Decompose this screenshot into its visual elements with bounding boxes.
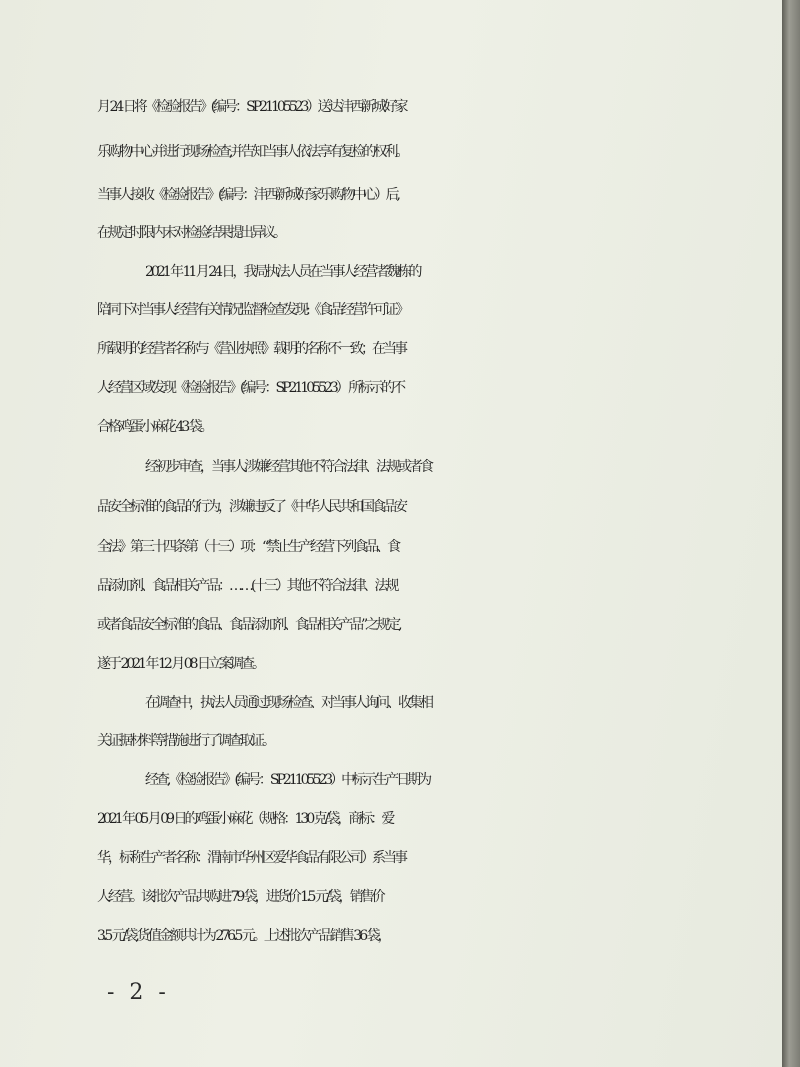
text-line: 关证据材料等措施进行了调查取证。 bbox=[97, 733, 273, 749]
text-line: 人经营区域发现《检验报告》(编号：SP21105523） 所标示的不 bbox=[97, 380, 404, 396]
page-number: - 2 - bbox=[107, 980, 170, 1005]
text-line: 品安全标准的食品的行为，涉嫌违反了《中华人民共和国食品安 bbox=[97, 499, 405, 515]
page-edge-shadow bbox=[782, 0, 800, 1067]
text-line: 在调查中，执法人员通过现场检查、对当事人询问、收集相 bbox=[145, 695, 431, 711]
text-line: 月 24 日将《检验报告》(编号：SP21105523）送达沣西新城好家 bbox=[97, 99, 406, 115]
text-line: 在规定时限内未对检验结果提出异议。 bbox=[97, 225, 284, 241]
text-line: 2021 年 05 月 09 日的鸡蛋小麻花（规格：130 克/袋，商标：爱 bbox=[97, 811, 393, 827]
text-line: 经初步审查，当事人涉嫌经营其他不符合法律、法规或者食 bbox=[145, 459, 431, 475]
text-line: 人经营。该批次产品共购进 79 袋，进货价 1.5 元/袋，销售价 bbox=[97, 889, 383, 905]
text-line: 遂于 2021 年 12 月 08 日立案调查。 bbox=[97, 656, 263, 672]
text-line: 品添加剂、食品相关产品：……(十三）其他不符合法律、法规 bbox=[97, 578, 397, 594]
text-line: 所载明的经营者名称与《营业执照》载明的名称不一致；在当事 bbox=[97, 341, 405, 357]
text-line: 合格鸡蛋小麻花 43 袋。 bbox=[97, 419, 211, 435]
text-line: 乐购物中心并进行现场检查,并告知当事人依法享有复检的权利。 bbox=[97, 144, 407, 160]
text-line: 当事人接收《检验报告》(编号：沣西新城好家乐购物中心）后, bbox=[97, 187, 398, 203]
text-line: 3.5 元/袋,货值金额共计为 276.5 元。上述批次产品销售 36 袋， bbox=[97, 928, 389, 944]
text-line: 2021 年 11 月 24 日，我局执法人员在当事人经营者魏栋的 bbox=[145, 264, 420, 280]
text-line: 华，标称生产者名称：渭南市华州区爱华食品有限公司）系当事 bbox=[97, 850, 405, 866]
text-line: 陪同下对当事人经营有关情况监督检查发现:《食品经营许可证》 bbox=[97, 302, 407, 318]
text-line: 经查,《检验报告》(编号：SP21105523）中标示生产日期为 bbox=[145, 772, 430, 788]
text-line: 全法》第三十四条第（十三）项：“禁止生产经营下列食品、食 bbox=[97, 539, 399, 555]
text-line: 或者食品安全标准的食品、食品添加剂、食品相关产品”之规定, bbox=[97, 617, 400, 633]
